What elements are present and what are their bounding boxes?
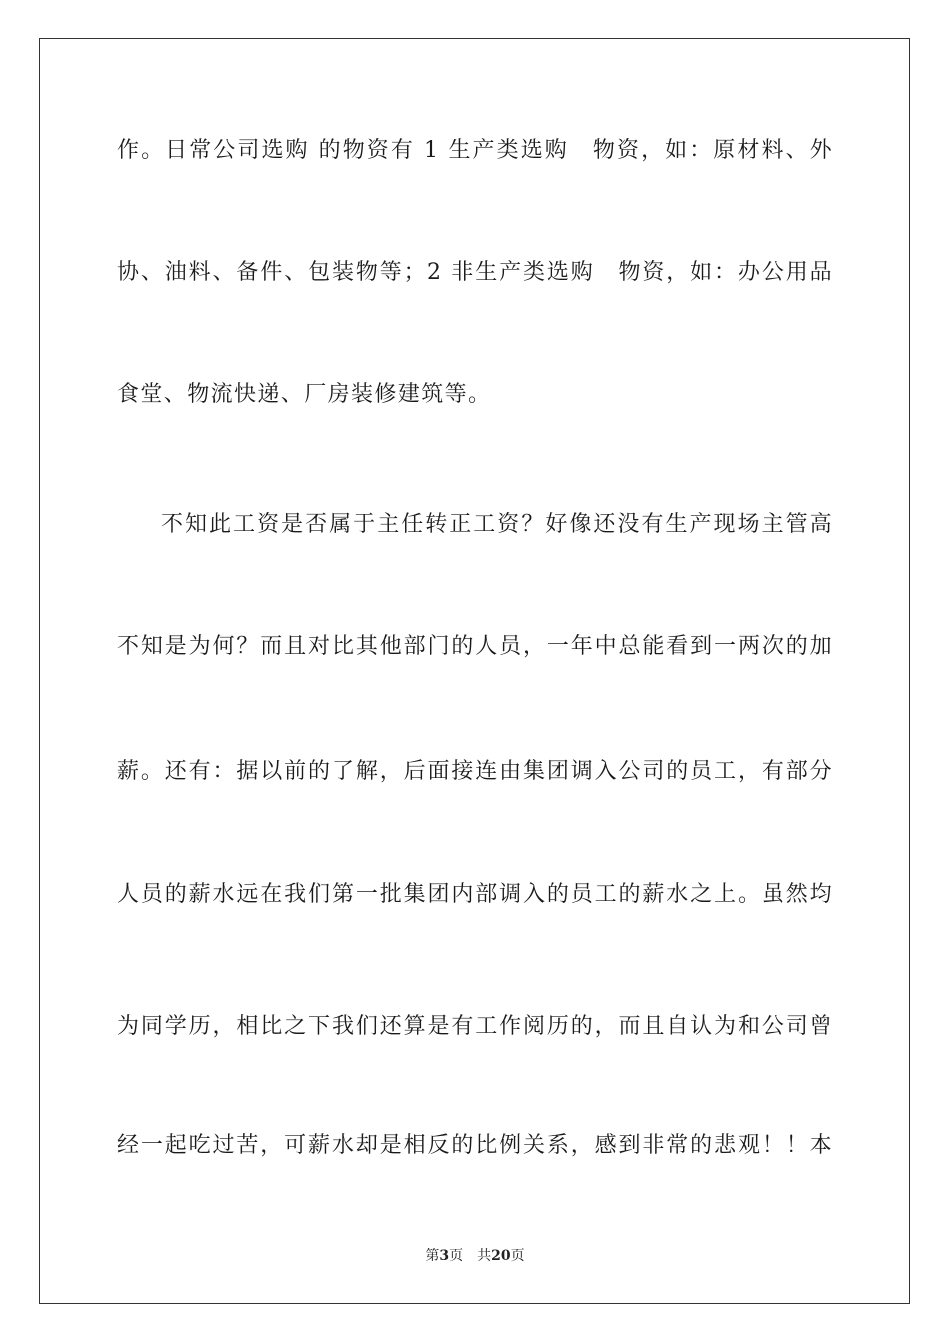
text-line: 不知是为何？而且对比其他部门的人员，一年中总能看到一两次的加 [117, 634, 833, 659]
text-line: 协、油料、备件、包装物等；2 非生产类选购 物资，如：办公用品 [117, 260, 833, 285]
text-line: 作。日常公司选购 的物资有 1 生产类选购 物资，如：原材料、外 [117, 138, 833, 163]
text-line: 食堂、物流快递、厂房装修建筑等。 [117, 382, 492, 407]
text-line: 薪。还有：据以前的了解，后面接连由集团调入公司的员工，有部分 [117, 759, 833, 784]
text-line: 人员的薪水远在我们第一批集团内部调入的员工的薪水之上。虽然均 [117, 882, 833, 907]
text-line: 为同学历，相比之下我们还算是有工作阅历的，而且自认为和公司曾 [117, 1014, 833, 1039]
page-prefix: 第 [425, 1248, 440, 1264]
page-footer [0, 1247, 950, 1265]
page-suffix: 页 [449, 1248, 464, 1264]
total-prefix: 共 [477, 1248, 492, 1264]
paragraph-first-line: 不知此工资是否属于主任转正工资？好像还没有生产现场主管高 [161, 512, 833, 537]
total-suffix: 页 [510, 1248, 525, 1264]
current-page-number: 3 [439, 1248, 450, 1264]
text-line: 经一起吃过苦，可薪水却是相反的比例关系，感到非常的悲观！！本 [117, 1133, 833, 1158]
page-border [39, 38, 910, 1304]
total-page-count: 20 [491, 1248, 511, 1264]
